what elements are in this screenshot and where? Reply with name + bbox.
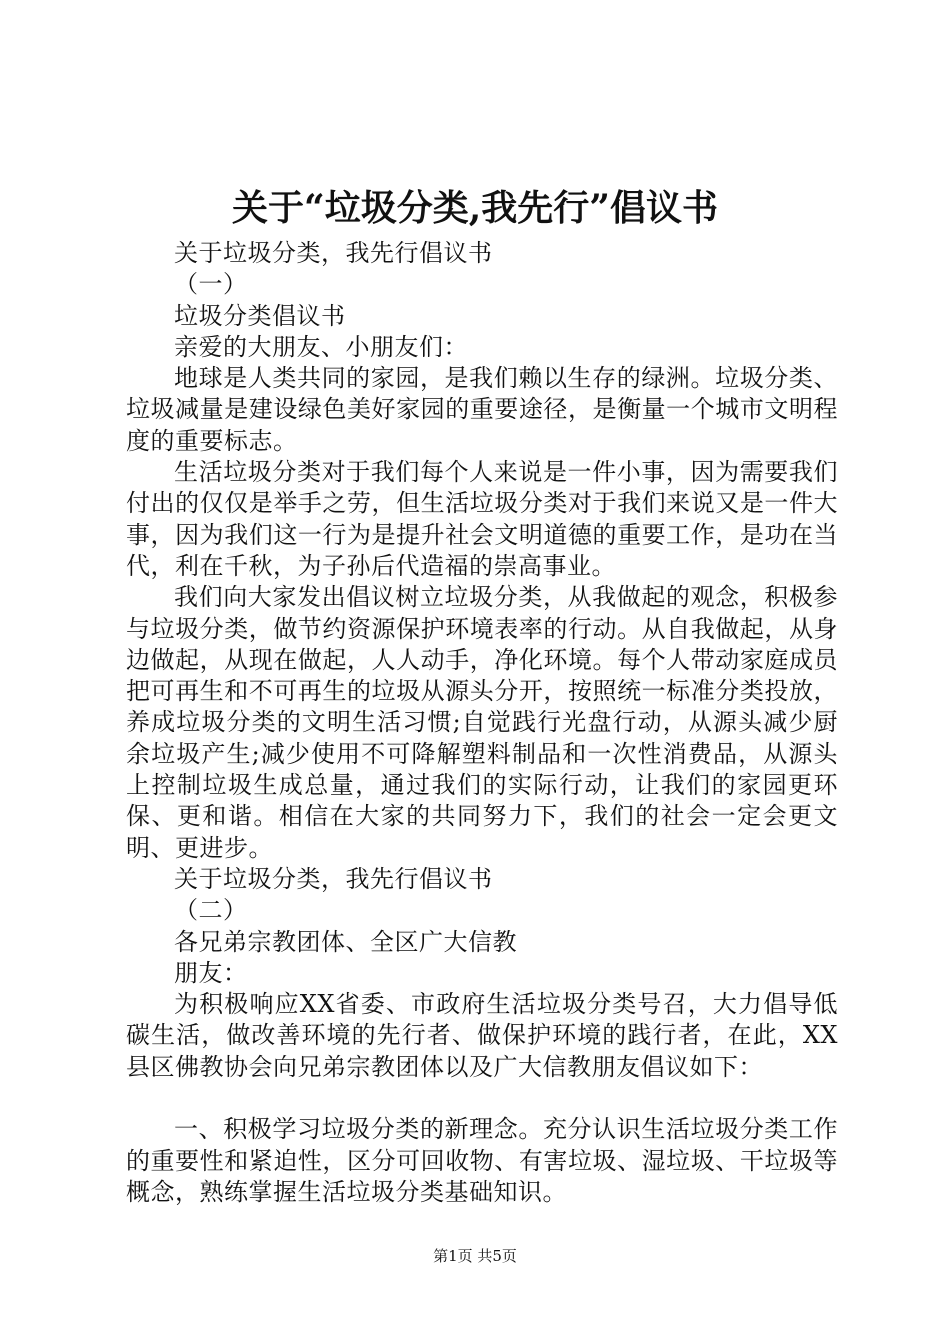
paragraph: （一）	[174, 270, 248, 299]
paragraph: 各兄弟宗教团体、全区广大信教	[174, 927, 517, 956]
paragraph-spacer	[126, 1083, 838, 1114]
paragraph: （二）	[174, 896, 248, 925]
paragraph: 地球是人类共同的家园，是我们赖以生存的绿洲。垃圾分类、垃圾减量是建设绿色美好家园的重要途径，是衡量一个城市文明程度的重要标志。	[126, 364, 838, 455]
document-body	[126, 238, 838, 1208]
paragraph: 生活垃圾分类对于我们每个人来说是一件小事，因为需要我们付出的仅仅是举手之劳，但生活垃圾分类对于我们来说又是一件大事，因为我们这一行为是提升社会文明道德的重要工作，是功在当代，利在千秋，为子孙后代造福的崇高事业。	[126, 458, 838, 580]
paragraph: 一、积极学习垃圾分类的新理念。充分认识生活垃圾分类工作的重要性和紧迫性，区分可回收物、有害垃圾、湿垃圾、干垃圾等概念，熟练掌握生活垃圾分类基础知识。	[126, 1115, 838, 1206]
document-title: 关于“垃圾分类,我先行”倡议书	[232, 187, 718, 229]
paragraph: 朋友：	[174, 958, 248, 987]
paragraph: 关于垃圾分类，我先行倡议书	[174, 864, 493, 893]
paragraph: 亲爱的大朋友、小朋友们：	[174, 332, 468, 361]
paragraph: 垃圾分类倡议书	[174, 301, 346, 330]
paragraph: 为积极响应XX省委、市政府生活垃圾分类号召，大力倡导低碳生活，做改善环境的先行者、做保护环境的践行者，在此，XX县区佛教协会向兄弟宗教团体以及广大信教朋友倡议如下：	[126, 990, 838, 1081]
page-footer: 第1页 共5页	[433, 1247, 517, 1265]
paragraph: 我们向大家发出倡议树立垃圾分类，从我做起的观念，积极参与垃圾分类，做节约资源保护环境表率的行动。从自我做起，从身边做起，从现在做起，人人动手，净化环境。每个人带动家庭成员把可再生和不可再生的垃圾从源头分开，按照统一标准分类投放，养成垃圾分类的文明生活习惯;自觉践行光盘行动，从源头减少厨余垃圾产生;减少使用不可降解塑料制品和一次性消费品，从源头上控制垃圾生成总量，通过我们的实际行动，让我们的家园更环保、更和谐。相信在大家的共同努力下，我们的社会一定会更文明、更进步。	[126, 583, 838, 862]
paragraph: 关于垃圾分类，我先行倡议书	[174, 239, 493, 267]
